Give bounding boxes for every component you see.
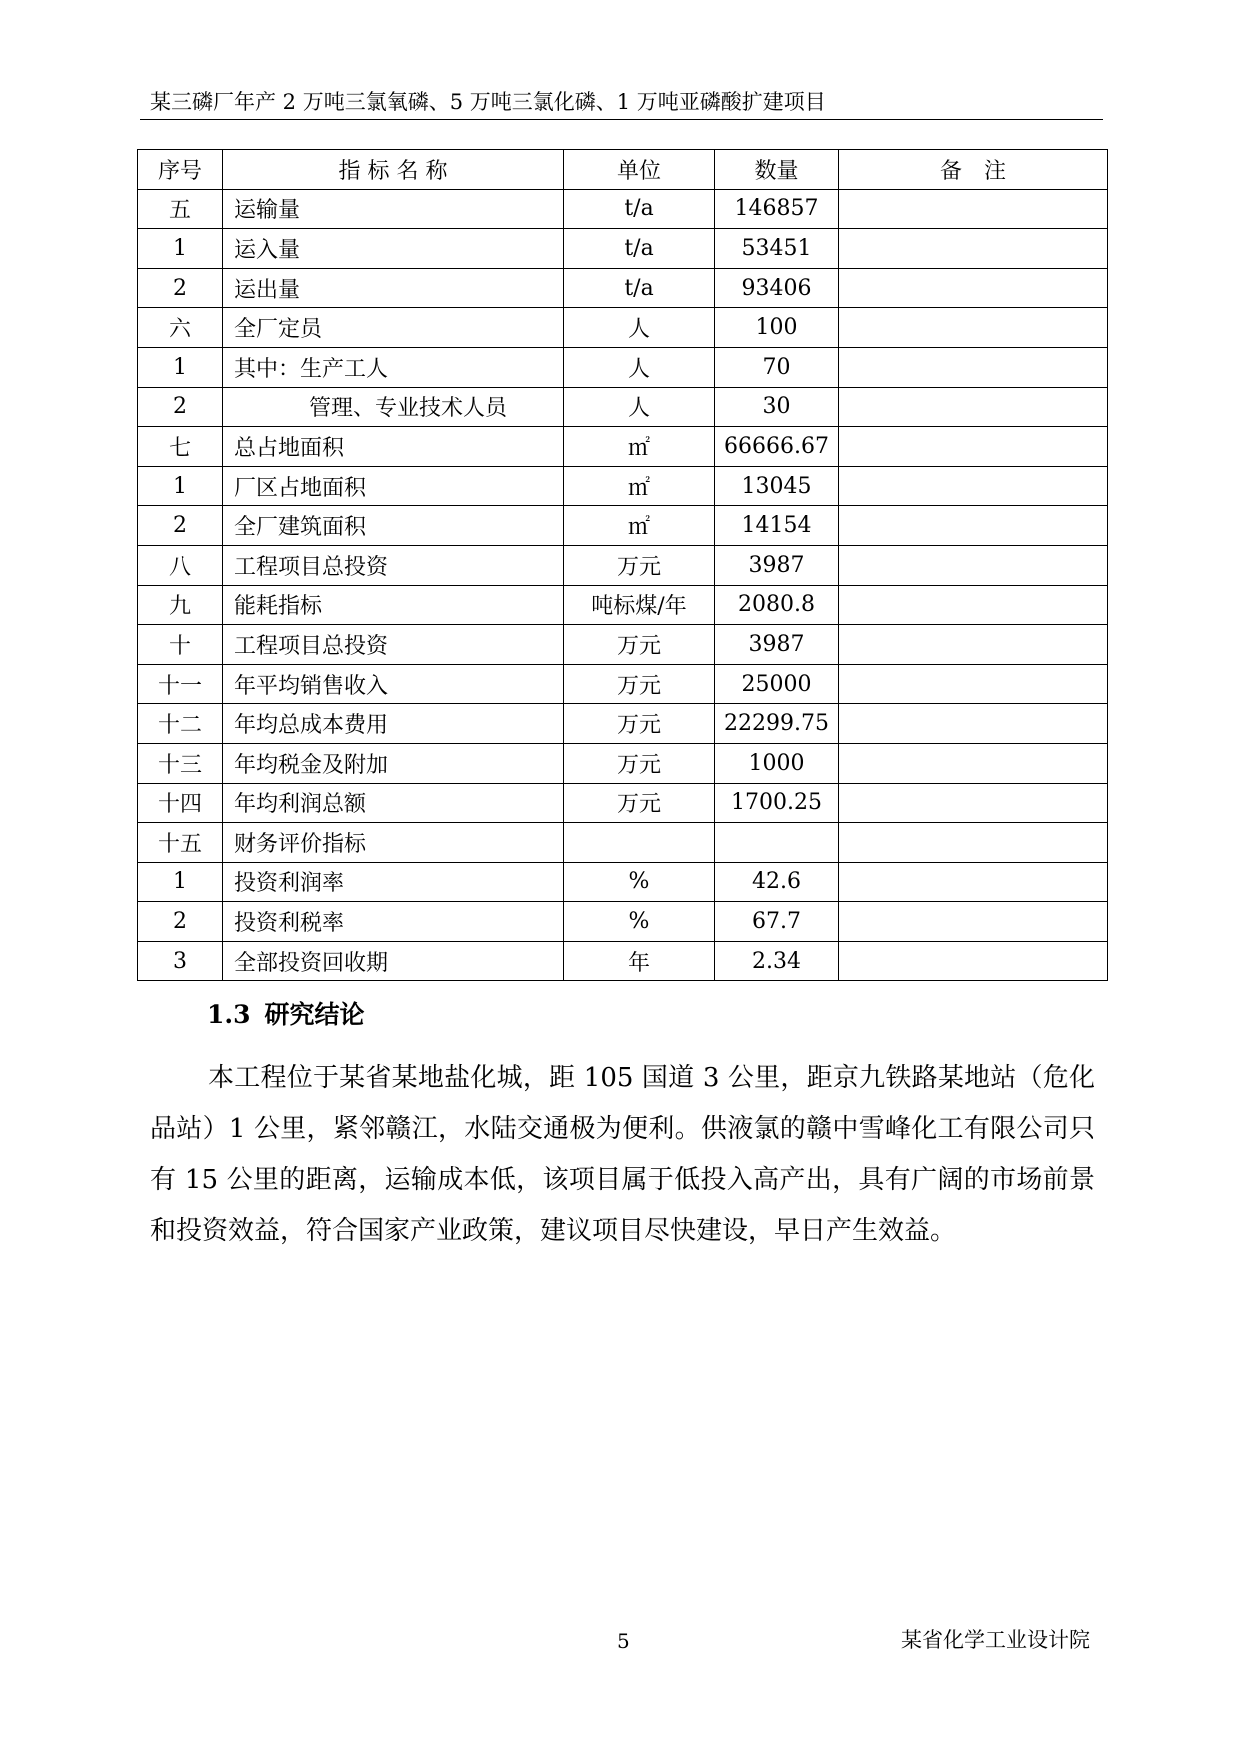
cell-note: [839, 229, 1108, 269]
cell-no: 1: [138, 862, 223, 902]
cell-no: 1: [138, 229, 223, 269]
cell-name: 财务评价指标: [223, 823, 564, 863]
cell-unit: 吨标煤/年: [564, 585, 715, 625]
cell-unit: ㎡: [564, 506, 715, 546]
table-row: [138, 704, 1108, 744]
cell-quantity: 67.7: [715, 902, 839, 942]
cell-quantity: 25000: [715, 664, 839, 704]
cell-quantity: 1700.25: [715, 783, 839, 823]
cell-unit: ㎡: [564, 466, 715, 506]
cell-note: [839, 545, 1108, 585]
cell-no: 十一: [138, 664, 223, 704]
table-row: [138, 585, 1108, 625]
cell-quantity: 53451: [715, 229, 839, 269]
cell-note: [839, 506, 1108, 546]
cell-unit: ㎡: [564, 427, 715, 467]
cell-note: [839, 783, 1108, 823]
table-row: [138, 347, 1108, 387]
cell-note: [839, 664, 1108, 704]
cell-no: 十三: [138, 743, 223, 783]
cell-name: 年平均销售收入: [223, 664, 564, 704]
column-header-name: 指 标 名 称: [223, 150, 564, 190]
table-row: [138, 506, 1108, 546]
cell-quantity: [715, 823, 839, 863]
cell-no: 2: [138, 506, 223, 546]
cell-quantity: 3987: [715, 625, 839, 665]
footer-organization: 某省化学工业设计院: [901, 1628, 1090, 1652]
cell-no: 七: [138, 427, 223, 467]
cell-unit: 人: [564, 387, 715, 427]
cell-unit: 年: [564, 941, 715, 981]
cell-no: 1: [138, 347, 223, 387]
cell-name: 管理、专业技术人员: [223, 387, 564, 427]
cell-quantity: 13045: [715, 466, 839, 506]
section-number: 1.3: [207, 1000, 251, 1029]
running-header-title: 某三磷厂年产 2 万吨三氯氧磷、5 万吨三氯化磷、1 万吨亚磷酸扩建项目: [150, 90, 826, 114]
page-number: 5: [617, 1629, 630, 1653]
cell-note: [839, 268, 1108, 308]
table-header-row: [138, 150, 1108, 190]
cell-no: 3: [138, 941, 223, 981]
cell-unit: 万元: [564, 704, 715, 744]
cell-name: 总占地面积: [223, 427, 564, 467]
cell-no: 六: [138, 308, 223, 348]
table-row: [138, 466, 1108, 506]
cell-note: [839, 427, 1108, 467]
cell-name: 运输量: [223, 189, 564, 229]
table-row: [138, 862, 1108, 902]
cell-unit: 万元: [564, 625, 715, 665]
cell-unit: [564, 823, 715, 863]
cell-name: 投资利润率: [223, 862, 564, 902]
table-row: [138, 229, 1108, 269]
cell-quantity: 42.6: [715, 862, 839, 902]
table-body: [138, 189, 1108, 981]
cell-unit: 万元: [564, 783, 715, 823]
cell-note: [839, 466, 1108, 506]
table-row: [138, 783, 1108, 823]
table-row: [138, 545, 1108, 585]
table-row: [138, 902, 1108, 942]
cell-name: 年均总成本费用: [223, 704, 564, 744]
cell-note: [839, 823, 1108, 863]
cell-quantity: 2.34: [715, 941, 839, 981]
cell-quantity: 30: [715, 387, 839, 427]
cell-unit: %: [564, 902, 715, 942]
cell-name: 投资利税率: [223, 902, 564, 942]
cell-name: 厂区占地面积: [223, 466, 564, 506]
cell-name: 年均利润总额: [223, 783, 564, 823]
table-row: [138, 743, 1108, 783]
cell-unit: t/a: [564, 189, 715, 229]
cell-quantity: 14154: [715, 506, 839, 546]
cell-no: 十五: [138, 823, 223, 863]
table-row: [138, 427, 1108, 467]
cell-quantity: 93406: [715, 268, 839, 308]
table-row: [138, 387, 1108, 427]
cell-note: [839, 347, 1108, 387]
cell-no: 八: [138, 545, 223, 585]
cell-name: 运入量: [223, 229, 564, 269]
cell-name: 工程项目总投资: [223, 545, 564, 585]
cell-note: [839, 308, 1108, 348]
cell-note: [839, 585, 1108, 625]
cell-note: [839, 941, 1108, 981]
section-heading: [207, 997, 365, 1033]
cell-unit: 万元: [564, 545, 715, 585]
cell-name: 运出量: [223, 268, 564, 308]
cell-no: 五: [138, 189, 223, 229]
cell-quantity: 100: [715, 308, 839, 348]
table-row: [138, 664, 1108, 704]
table-row: [138, 189, 1108, 229]
cell-note: [839, 704, 1108, 744]
cell-quantity: 22299.75: [715, 704, 839, 744]
cell-quantity: 66666.67: [715, 427, 839, 467]
cell-name: 年均税金及附加: [223, 743, 564, 783]
column-header-unit: 单位: [564, 150, 715, 190]
cell-unit: 万元: [564, 664, 715, 704]
cell-note: [839, 189, 1108, 229]
section-title: 研究结论: [264, 1000, 365, 1029]
column-header-note: 备 注: [839, 150, 1108, 190]
conclusion-paragraph: 本工程位于某省某地盐化城，距 105 国道 3 公里，距京九铁路某地站（危化品站）1 公里，紧邻赣江，水陆交通极为便利。供液氯的赣中雪峰化工有限公司只有 15 公里的距离，运输成本低，该项目属于低投入高产出，具有广阔的市场前景和投资效益，符合国家产业政策，建议项目尽快建设，早日产生效益。: [150, 1063, 1095, 1246]
cell-no: 2: [138, 902, 223, 942]
cell-no: 九: [138, 585, 223, 625]
cell-no: 1: [138, 466, 223, 506]
cell-note: [839, 387, 1108, 427]
table-row: [138, 941, 1108, 981]
cell-no: 2: [138, 387, 223, 427]
table-row: [138, 823, 1108, 863]
cell-quantity: 1000: [715, 743, 839, 783]
table-row: [138, 308, 1108, 348]
column-header-no: 序号: [138, 150, 223, 190]
cell-name: 工程项目总投资: [223, 625, 564, 665]
table-row: [138, 625, 1108, 665]
cell-name: 其中：生产工人: [223, 347, 564, 387]
cell-unit: %: [564, 862, 715, 902]
cell-note: [839, 902, 1108, 942]
header-rule: [140, 119, 1103, 120]
cell-quantity: 2080.8: [715, 585, 839, 625]
cell-unit: 万元: [564, 743, 715, 783]
cell-name: 全厂建筑面积: [223, 506, 564, 546]
cell-no: 十二: [138, 704, 223, 744]
cell-name: 能耗指标: [223, 585, 564, 625]
cell-name: 全部投资回收期: [223, 941, 564, 981]
cell-quantity: 70: [715, 347, 839, 387]
cell-no: 十四: [138, 783, 223, 823]
cell-quantity: 3987: [715, 545, 839, 585]
cell-note: [839, 862, 1108, 902]
cell-note: [839, 625, 1108, 665]
cell-unit: 人: [564, 308, 715, 348]
cell-quantity: 146857: [715, 189, 839, 229]
cell-unit: 人: [564, 347, 715, 387]
cell-note: [839, 743, 1108, 783]
cell-no: 十: [138, 625, 223, 665]
cell-name: 全厂定员: [223, 308, 564, 348]
cell-unit: t/a: [564, 268, 715, 308]
cell-unit: t/a: [564, 229, 715, 269]
column-header-quantity: 数量: [715, 150, 839, 190]
indicator-table: [137, 149, 1108, 981]
table-row: [138, 268, 1108, 308]
cell-no: 2: [138, 268, 223, 308]
